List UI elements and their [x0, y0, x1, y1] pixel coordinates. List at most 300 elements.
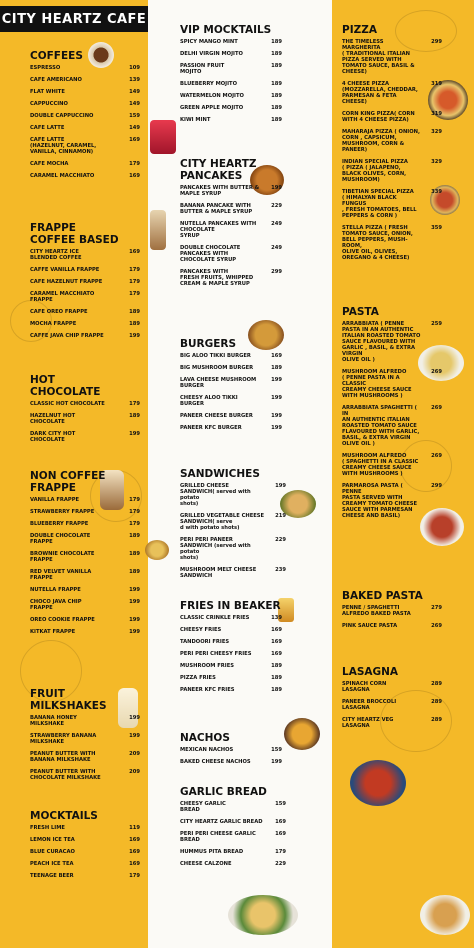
menu-item-price: 199 — [129, 715, 140, 721]
menu-item — [180, 567, 286, 579]
menu-item — [342, 81, 442, 105]
menu-item — [30, 769, 140, 781]
menu-item-price: 149 — [129, 125, 140, 131]
menu-item-price: 189 — [271, 81, 282, 87]
menu-item-name: CAFE AMERICANO — [30, 77, 82, 83]
menu-item-name: CARAMEL MACCHIATO — [30, 173, 95, 179]
menu-item-price: 169 — [129, 249, 140, 255]
menu-item-name: RED VELVET VANILLA FRAPPE — [30, 569, 92, 581]
menu-item-name: SPINACH CORN LASAGNA — [342, 681, 387, 693]
nachos-icon — [284, 718, 320, 750]
menu-item-name: MUSHROOM ALFREDO ( SPAGHETTI IN A CLASSIC CREAMY CHEESE SAUCE WITH MUSHROOMS ) — [342, 453, 419, 477]
menu-item-price: 269 — [431, 453, 442, 459]
section-title: SANDWICHES — [180, 468, 260, 480]
menu-item-price: 189 — [271, 93, 282, 99]
menu-item-price: 199 — [271, 425, 282, 431]
menu-item — [30, 617, 140, 623]
menu-item-name: HUMMUS PITA BREAD — [180, 849, 244, 855]
menu-item — [30, 861, 140, 867]
menu-list — [180, 747, 282, 765]
menu-item-name: CHEESY ALOO TIKKI BURGER — [180, 395, 238, 407]
menu-item — [180, 861, 286, 867]
menu-item — [30, 137, 140, 155]
section-title: BURGERS — [180, 338, 237, 350]
menu-item-name: OREO COOKIE FRAPPE — [30, 617, 95, 623]
menu-item-name: CAFE HAZELNUT FRAPPE — [30, 279, 103, 285]
menu-item-name: NUTELLA FRAPPE — [30, 587, 81, 593]
menu-item-name: PANCAKES WITH FRESH FRUITS, WHIPPED CREAM & MAPLE SYRUP — [180, 269, 254, 287]
menu-list — [342, 321, 442, 519]
menu-item-price: 299 — [431, 39, 442, 45]
menu-item-name: PEANUT BUTTER WITH CHOCOLATE MILKSHAKE — [30, 769, 101, 781]
menu-item-name: PERI PERI PANEER SANDWICH (served with potato shots) — [180, 537, 251, 561]
menu-item-price: 319 — [431, 81, 442, 87]
section-title: FRIES IN BEAKER — [180, 600, 281, 612]
section-pancakes — [180, 158, 282, 293]
menu-item-price: 109 — [129, 65, 140, 71]
section-title: HOT CHOCOLATE — [30, 374, 101, 398]
menu-item — [30, 333, 140, 339]
menu-item-name: BLUE CURACAO — [30, 849, 75, 855]
garlic-bread-icon — [228, 895, 298, 935]
menu-item — [342, 605, 442, 617]
menu-item-name: DOUBLE CHOCOLATE FRAPPE — [30, 533, 91, 545]
menu-item-price: 289 — [431, 681, 442, 687]
menu-item-name: PANCAKES WITH BUTTER & MAPLE SYRUP — [180, 185, 260, 197]
calzone-icon — [420, 895, 470, 935]
menu-item-name: PASSION FRUIT MOJITO — [180, 63, 225, 75]
menu-item-price: 199 — [271, 759, 282, 765]
menu-item-name: CAPPUCCINO — [30, 101, 68, 107]
menu-item — [180, 395, 282, 407]
menu-item-price: 249 — [271, 221, 282, 227]
section-pasta — [342, 306, 442, 525]
menu-item-name: PEACH ICE TEA — [30, 861, 74, 867]
menu-list — [30, 401, 140, 443]
frappe-glass-icon — [150, 210, 166, 250]
menu-item — [30, 873, 140, 879]
menu-item-price: 199 — [271, 185, 282, 191]
menu-item — [30, 715, 140, 727]
menu-item-name: ESPRESSO — [30, 65, 61, 71]
brand-logo — [0, 6, 148, 32]
menu-item-name: WATERMELON MOJITO — [180, 93, 244, 99]
menu-item-price: 179 — [129, 267, 140, 273]
menu-item — [180, 81, 282, 87]
menu-item-name: LEMON ICE TEA — [30, 837, 75, 843]
menu-item — [342, 369, 442, 399]
menu-item-price: 189 — [271, 687, 282, 693]
menu-item-price: 189 — [271, 39, 282, 45]
menu-item-name: NUTELLA PANCAKES WITH CHOCOLATE SYRUP — [180, 221, 257, 239]
menu-item-price: 189 — [129, 309, 140, 315]
menu-item-price: 149 — [129, 101, 140, 107]
menu-list — [180, 483, 286, 579]
menu-item-name: LAVA CHEESE MUSHROOM BURGER — [180, 377, 257, 389]
menu-item — [180, 759, 282, 765]
section-baked-pasta — [342, 590, 442, 635]
menu-item-name: CHEESE CALZONE — [180, 861, 232, 867]
menu-list — [30, 65, 140, 179]
section-title: PIZZA — [342, 24, 377, 36]
menu-item-price: 169 — [271, 651, 282, 657]
menu-item-name: FLAT WHITE — [30, 89, 65, 95]
section-nachos — [180, 732, 282, 771]
menu-list — [30, 825, 140, 879]
menu-item-name: CHEESY FRIES — [180, 627, 222, 633]
menu-item-name: ARRABBIATA ( PENNE PASTA IN AN AUTHENTIC ITALIAN ROASTED TOMATO SAUCE FLAVOURED WITH GARLIC , BASIL, & EXTRA VIRGIN OLIVE OIL ) — [342, 321, 421, 363]
menu-item — [30, 321, 140, 327]
section-title: CITY HEARTZ PANCAKES — [180, 158, 257, 182]
menu-item-price: 319 — [431, 111, 442, 117]
menu-item-name: PANEER BROCCOLI LASAGNA — [342, 699, 397, 711]
menu-item — [180, 377, 282, 389]
menu-item-price: 169 — [129, 137, 140, 143]
menu-item — [30, 837, 140, 843]
menu-item-name: BANANA PANCAKE WITH BUTTER & MAPLE SYRUP — [180, 203, 253, 215]
menu-item-price: 189 — [129, 413, 140, 419]
menu-item-price: 199 — [129, 431, 140, 437]
menu-item-price: 289 — [431, 717, 442, 723]
section-title: FRUIT MILKSHAKES — [30, 688, 107, 712]
menu-item-price: 249 — [271, 245, 282, 251]
menu-item-price: 169 — [129, 849, 140, 855]
menu-item — [180, 615, 282, 621]
menu-item-name: VANILLA FRAPPE — [30, 497, 80, 503]
menu-item-name: CITY HEARTZ ICE BLENDED COFFEE — [30, 249, 82, 261]
menu-item-price: 199 — [129, 733, 140, 739]
menu-item-price: 169 — [129, 173, 140, 179]
section-vip-mocktails — [180, 24, 282, 129]
menu-item-name: STRAWBERRY BANANA MILKSHAKE — [30, 733, 97, 745]
menu-item — [30, 101, 140, 107]
menu-item-price: 179 — [129, 509, 140, 515]
menu-item-price: 179 — [129, 873, 140, 879]
menu-item-price: 299 — [271, 269, 282, 275]
menu-item-name: TEENAGE BEER — [30, 873, 74, 879]
menu-item-price: 169 — [129, 837, 140, 843]
menu-item-price: 179 — [129, 279, 140, 285]
menu-item — [30, 401, 140, 407]
menu-item — [180, 513, 286, 531]
menu-item-name: STELLA PIZZA ( FRESH TOMATO SAUCE, ONION, BELL PEPPERS, MUSH- ROOM, OLIVE OIL, OLIVES, OREGANO & 4 CHEESE) — [342, 225, 413, 261]
section-title: LASAGNA — [342, 666, 399, 678]
menu-item — [30, 751, 140, 763]
menu-item-price: 209 — [129, 751, 140, 757]
menu-item-name: CLASSIC CRINKLE FRIES — [180, 615, 250, 621]
menu-item — [342, 111, 442, 123]
menu-item — [342, 405, 442, 447]
section-lasagna — [342, 666, 442, 735]
menu-item — [180, 63, 282, 75]
menu-item — [30, 521, 140, 527]
menu-item-name: TANDOORI FRIES — [180, 639, 230, 645]
menu-item-name: CARAMEL MACCHIATO FRAPPE — [30, 291, 95, 303]
menu-item — [180, 365, 282, 371]
menu-item-price: 239 — [275, 567, 286, 573]
menu-item-price: 189 — [129, 321, 140, 327]
menu-item-name: INDIAN SPECIAL PIZZA ( PIZZA ( JALAPENO, BLACK OLIVES, CORN, MUSHROOM) — [342, 159, 408, 183]
menu-item-name: CAFFE VANILLA FRAPPE — [30, 267, 100, 273]
menu-item — [342, 717, 442, 729]
menu-item-price: 159 — [271, 747, 282, 753]
menu-item-price: 189 — [271, 51, 282, 57]
menu-item-name: PANEER KFC FRIES — [180, 687, 235, 693]
menu-list — [180, 353, 282, 431]
section-title: BAKED PASTA — [342, 590, 423, 602]
menu-item — [342, 699, 442, 711]
menu-item-price: 179 — [275, 849, 286, 855]
menu-item-name: BAKED CHEESE NACHOS — [180, 759, 251, 765]
menu-item — [180, 801, 286, 813]
brand-name: CITY HEARTZ CAFE — [1, 11, 147, 27]
menu-item-name: MEXICAN NACHOS — [180, 747, 234, 753]
menu-item-price: 179 — [129, 497, 140, 503]
menu-item — [180, 39, 282, 45]
menu-item-name: PERI PERI CHEESE GARLIC BREAD — [180, 831, 256, 843]
menu-item — [30, 267, 140, 273]
menu-item-price: 119 — [129, 825, 140, 831]
menu-item-name: MAHARAJA PIZZA ( ONION, CORN , CAPSICUM, MUSHROOM, CORN & PANEER) — [342, 129, 420, 153]
menu-item-name: STRAWBERRY FRAPPE — [30, 509, 95, 515]
menu-item — [30, 551, 140, 563]
menu-item-price: 269 — [431, 405, 442, 411]
menu-item — [180, 663, 282, 669]
menu-item-price: 169 — [129, 861, 140, 867]
menu-item-price: 269 — [431, 623, 442, 629]
menu-item — [30, 629, 140, 635]
menu-item-price: 329 — [431, 129, 442, 135]
menu-item-name: CAFE LATTE — [30, 125, 65, 131]
menu-item-price: 189 — [129, 569, 140, 575]
menu-item-name: HAZELNUT HOT CHOCOLATE — [30, 413, 76, 425]
menu-item-name: DARK CITY HOT CHOCOLATE — [30, 431, 76, 443]
menu-item-name: CITY HEARTZ VEG LASAGNA — [342, 717, 394, 729]
menu-item — [342, 453, 442, 477]
menu-item-name: MUSHROOM ALFREDO ( PENNE PASTA IN A CLASSIC CREAMY CHEESE SAUCE WITH MUSHROOMS ) — [342, 369, 412, 399]
menu-list — [342, 39, 442, 261]
menu-item — [180, 93, 282, 99]
section-title: FRAPPE COFFEE BASED — [30, 222, 119, 246]
menu-list — [342, 681, 442, 729]
menu-item — [180, 425, 282, 431]
menu-item-name: PANEER KFC BURGER — [180, 425, 242, 431]
menu-item-name: THE TIMELESS MARGHERITA ( TRADITIONAL ITALIAN PIZZA SERVED WITH TOMATO SAUCE, BASIL & CHEESE) — [342, 39, 415, 75]
menu-item — [30, 587, 140, 593]
menu-list — [180, 39, 282, 123]
menu-item — [180, 819, 286, 825]
menu-item-name: DOUBLE CHOCOLATE PANCAKES WITH CHOCOLATE SYRUP — [180, 245, 241, 263]
menu-item — [342, 129, 442, 153]
menu-item-name: PIZZA FRIES — [180, 675, 216, 681]
menu-item-name: PINK SAUCE PASTA — [342, 623, 398, 629]
menu-item-name: GREEN APPLE MOJITO — [180, 105, 244, 111]
menu-item-name: PENNE / SPAGHETTI ALFREDO BAKED PASTA — [342, 605, 411, 617]
menu-item — [180, 849, 286, 855]
menu-item — [30, 733, 140, 745]
menu-item-price: 269 — [431, 369, 442, 375]
section-title: PASTA — [342, 306, 379, 318]
menu-item-price: 169 — [275, 819, 286, 825]
section-hot-chocolate — [30, 374, 140, 449]
menu-list — [180, 185, 282, 287]
menu-item-price: 139 — [271, 615, 282, 621]
menu-item-price: 199 — [275, 483, 286, 489]
menu-item-name: CITY HEARTZ GARLIC BREAD — [180, 819, 263, 825]
menu-item — [180, 747, 282, 753]
menu-item — [30, 849, 140, 855]
menu-item-price: 179 — [129, 401, 140, 407]
section-coffees — [30, 50, 140, 185]
menu-item-name: CORN KING PIZZA( CORN WITH 4 CHEESE PIZZA) — [342, 111, 415, 123]
menu-list — [180, 801, 286, 867]
menu-item-price: 259 — [431, 321, 442, 327]
menu-item-price: 189 — [129, 551, 140, 557]
menu-item-price: 169 — [271, 353, 282, 359]
menu-item — [180, 203, 282, 215]
menu-item-price: 199 — [129, 617, 140, 623]
menu-item-name: ARRABBIATA SPAGHETTI ( IN AN AUTHENTIC ITALIAN ROASTED TOMATO SAUCE FLAVOURED WITH GARLIC, BASIL, & EXTRA VIRGIN OLIVE OIL ) — [342, 405, 420, 447]
menu-item — [342, 321, 442, 363]
menu-item-price: 179 — [129, 291, 140, 297]
menu-item-price: 199 — [129, 587, 140, 593]
section-sandwiches — [180, 468, 286, 585]
menu-item — [180, 639, 282, 645]
menu-item-name: PARMAROSA PASTA ( PENNE PASTA SERVED WITH CREAMY TOMATO CHEESE SAUCE WITH PARMESAN CHEESE AND BASIL) — [342, 483, 418, 519]
menu-item — [180, 353, 282, 359]
menu-item — [30, 599, 140, 611]
menu-item — [180, 185, 282, 197]
menu-item-name: CHEESY GARLIC BREAD — [180, 801, 226, 813]
section-frappe-coffee — [30, 222, 140, 345]
menu-item-price: 359 — [431, 225, 442, 231]
menu-item-price: 169 — [271, 627, 282, 633]
menu-item-name: SPICY MANGO MINT — [180, 39, 238, 45]
menu-item-name: KIWI MINT — [180, 117, 211, 123]
menu-item-price: 289 — [431, 699, 442, 705]
menu-item — [342, 159, 442, 183]
mocktail-glass-icon — [150, 120, 176, 154]
section-title: NON COFFEE FRAPPE — [30, 470, 106, 494]
menu-item — [30, 309, 140, 315]
menu-item — [180, 537, 286, 561]
section-fruit-milkshakes — [30, 688, 140, 787]
menu-item — [30, 569, 140, 581]
section-non-coffee-frappe — [30, 470, 140, 641]
menu-item-price: 199 — [271, 395, 282, 401]
menu-item — [180, 269, 282, 287]
menu-item-name: BIG MUSHROOM BURGER — [180, 365, 254, 371]
menu-item — [180, 687, 282, 693]
menu-item-price: 189 — [271, 365, 282, 371]
menu-item-price: 339 — [431, 189, 442, 195]
menu-item-name: MUSHROOM FRIES — [180, 663, 234, 669]
menu-item-price: 199 — [271, 413, 282, 419]
menu-item-name: BIG ALOO TIKKI BURGER — [180, 353, 251, 359]
menu-item-price: 189 — [271, 105, 282, 111]
menu-item — [180, 51, 282, 57]
menu-item-price: 189 — [271, 63, 282, 69]
menu-item-name: PERI PERI CHEESY FRIES — [180, 651, 252, 657]
menu-item-price: 199 — [129, 629, 140, 635]
menu-item — [180, 651, 282, 657]
menu-item — [180, 675, 282, 681]
lasagna-dish-icon — [350, 760, 406, 806]
menu-item-name: GRILLED VEGETABLE CHEESE SANDWICH( serve d with potato shots) — [180, 513, 265, 531]
menu-item-price: 219 — [275, 513, 286, 519]
menu-item-name: CAFE LATTE (HAZELNUT, CARAMEL, VANILLA, CINNAMON) — [30, 137, 97, 155]
menu-item-price: 189 — [271, 663, 282, 669]
menu-item — [30, 113, 140, 119]
menu-item-price: 179 — [129, 161, 140, 167]
menu-item-name: MOCHA FRAPPE — [30, 321, 77, 327]
section-title: MOCKTAILS — [30, 810, 98, 822]
menu-item-price: 229 — [271, 203, 282, 209]
menu-item — [342, 623, 442, 629]
menu-item-name: MUSHROOM MELT CHEESE SANDWICH — [180, 567, 257, 579]
menu-item-name: PEANUT BUTTER WITH BANANA MILKSHAKE — [30, 751, 96, 763]
menu-item-name: DOUBLE CAPPUCCINO — [30, 113, 94, 119]
menu-item-price: 159 — [275, 801, 286, 807]
menu-item-price: 299 — [431, 483, 442, 489]
menu-item — [30, 291, 140, 303]
menu-item — [342, 189, 442, 219]
menu-item-price: 139 — [129, 77, 140, 83]
menu-item-name: GRILLED CHEESE SANDWICH( served with potato shots) — [180, 483, 251, 507]
menu-item — [180, 221, 282, 239]
menu-item-name: TIBETIAN SPECIAL PIZZA ( HIMALYAN BLACK FUNGUS , FRESH TOMATOES, BELL PEPPERS & CORN ) — [342, 189, 417, 219]
menu-item-name: 4 CHEESE PIZZA (MOZZARELLA, CHEDDAR, PARMESAN & FETA CHEESE) — [342, 81, 418, 105]
menu-item-price: 169 — [275, 831, 286, 837]
section-title: COFFEES — [30, 50, 83, 62]
menu-list — [30, 249, 140, 339]
menu-item-price: 329 — [431, 159, 442, 165]
menu-item — [30, 279, 140, 285]
menu-item-price: 189 — [129, 533, 140, 539]
menu-item — [30, 161, 140, 167]
menu-item-price: 189 — [271, 675, 282, 681]
menu-item — [30, 413, 140, 425]
menu-item — [30, 497, 140, 503]
menu-list — [30, 497, 140, 635]
menu-list — [30, 715, 140, 781]
menu-item-name: BANANA HONEY MILKSHAKE — [30, 715, 77, 727]
menu-item — [342, 483, 442, 519]
section-title: GARLIC BREAD — [180, 786, 267, 798]
menu-item — [342, 225, 442, 261]
menu-item-name: CAFFE JAVA CHIP FRAPPE — [30, 333, 104, 339]
menu-item — [30, 173, 140, 179]
menu-item — [30, 533, 140, 545]
menu-item-price: 169 — [271, 639, 282, 645]
menu-item-price: 199 — [129, 333, 140, 339]
menu-item — [180, 483, 286, 507]
menu-item — [342, 681, 442, 693]
section-mocktails — [30, 810, 140, 885]
menu-item — [342, 39, 442, 75]
menu-item — [30, 431, 140, 443]
menu-item — [30, 509, 140, 515]
menu-item — [30, 125, 140, 131]
menu-item-name: BLUEBERRY MOJITO — [180, 81, 237, 87]
sandwich-icon — [145, 540, 169, 560]
menu-item — [30, 65, 140, 71]
menu-item — [30, 89, 140, 95]
menu-item-price: 229 — [275, 861, 286, 867]
menu-item — [180, 245, 282, 263]
menu-item — [180, 117, 282, 123]
menu-item-name: CAFE MOCHA — [30, 161, 69, 167]
